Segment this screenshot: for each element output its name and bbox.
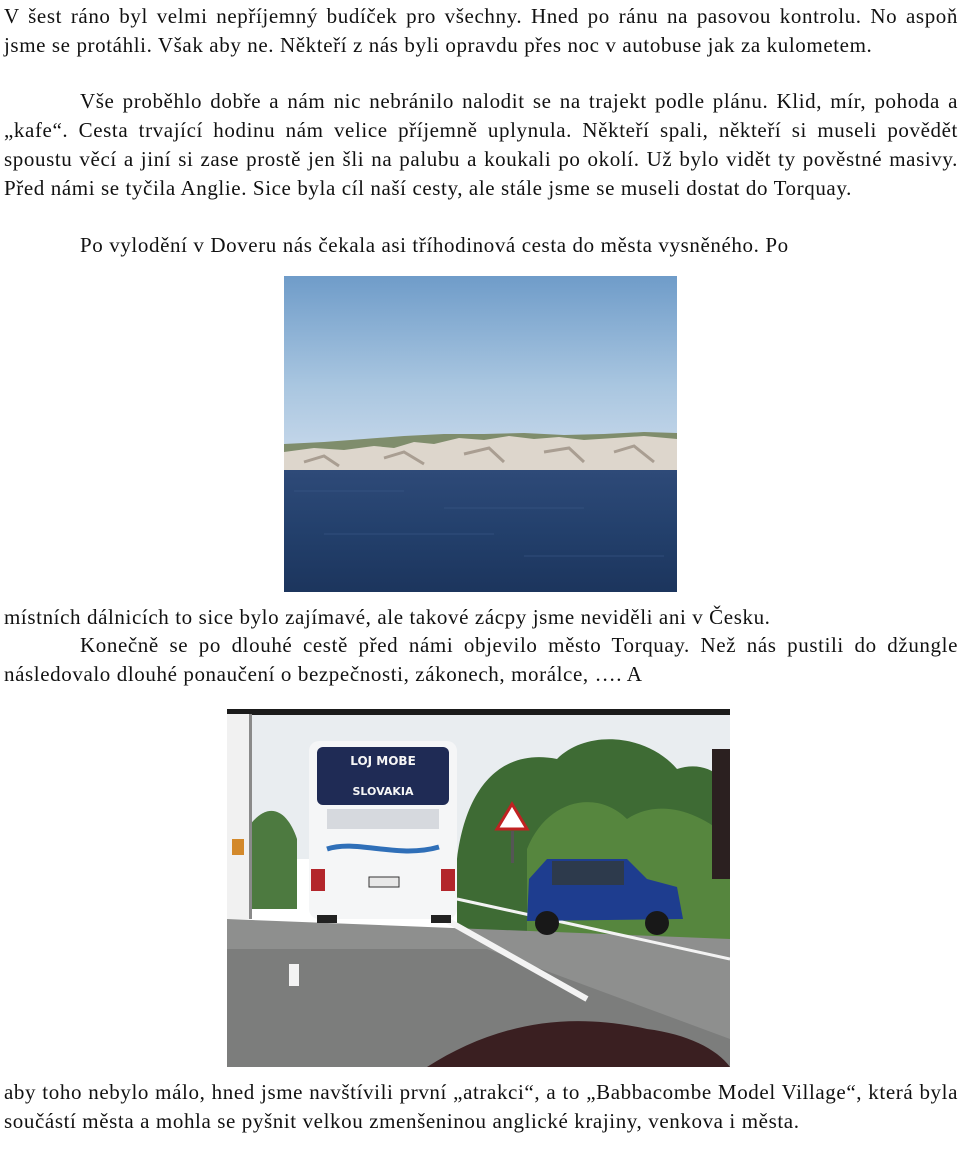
paragraph-highways: místních dálnicích to sice bylo zajímavé, ale takové zácpy jsme neviděli ani v Česku. — [4, 605, 771, 629]
photo-bus-traffic — [227, 709, 730, 1067]
bus-country-label: SLOVAKIA — [352, 785, 414, 798]
paragraph-passport-control: V šest ráno byl velmi nepříjemný budíček pro všechny. Hned po ránu na pasovou kontrolu. No aspoň jsme se protáhli. Však aby ne. Někteří z nás byli opravdu přes noc v autobuse jak za kulometem. — [4, 4, 958, 57]
bus-destination-label: LOJ MOBE — [350, 754, 416, 768]
paragraph-model-village: aby toho nebylo málo, hned jsme navštívili první „atrakci“, a to „Babbacombe Model Village“, která byla součástí města a mohla se pyšnit velkou zmenšeninou anglické krajiny, venkova i města. — [4, 1080, 958, 1133]
paragraph-ferry: Vše proběhlo dobře a nám nic nebránilo nalodit se na trajekt podle plánu. Klid, mír, pohoda a „kafe“. Cesta trvající hodinu nám velice příjemně uplynula. Někteří spali, někteří si museli povědět spoustu věcí a jiní si zase prostě jen šli na palubu a koukali po okolí. Už bylo vidět ty pověstné masivy. Před námi se tyčila Anglie. Sice byla cíl naší cesty, ale stále jsme se museli dostat do Torquay. — [4, 89, 958, 200]
paragraph-dover: Po vylodění v Doveru nás čekala asi tříhodinová cesta do města vysněného. Po — [80, 233, 789, 257]
photo-white-cliffs — [284, 276, 677, 592]
paragraph-torquay: Konečně se po dlouhé cestě před námi objevilo město Torquay. Než nás pustili do džungle následovalo dlouhé ponaučení o bezpečnosti, zákonech, morálce, …. A — [4, 633, 958, 686]
